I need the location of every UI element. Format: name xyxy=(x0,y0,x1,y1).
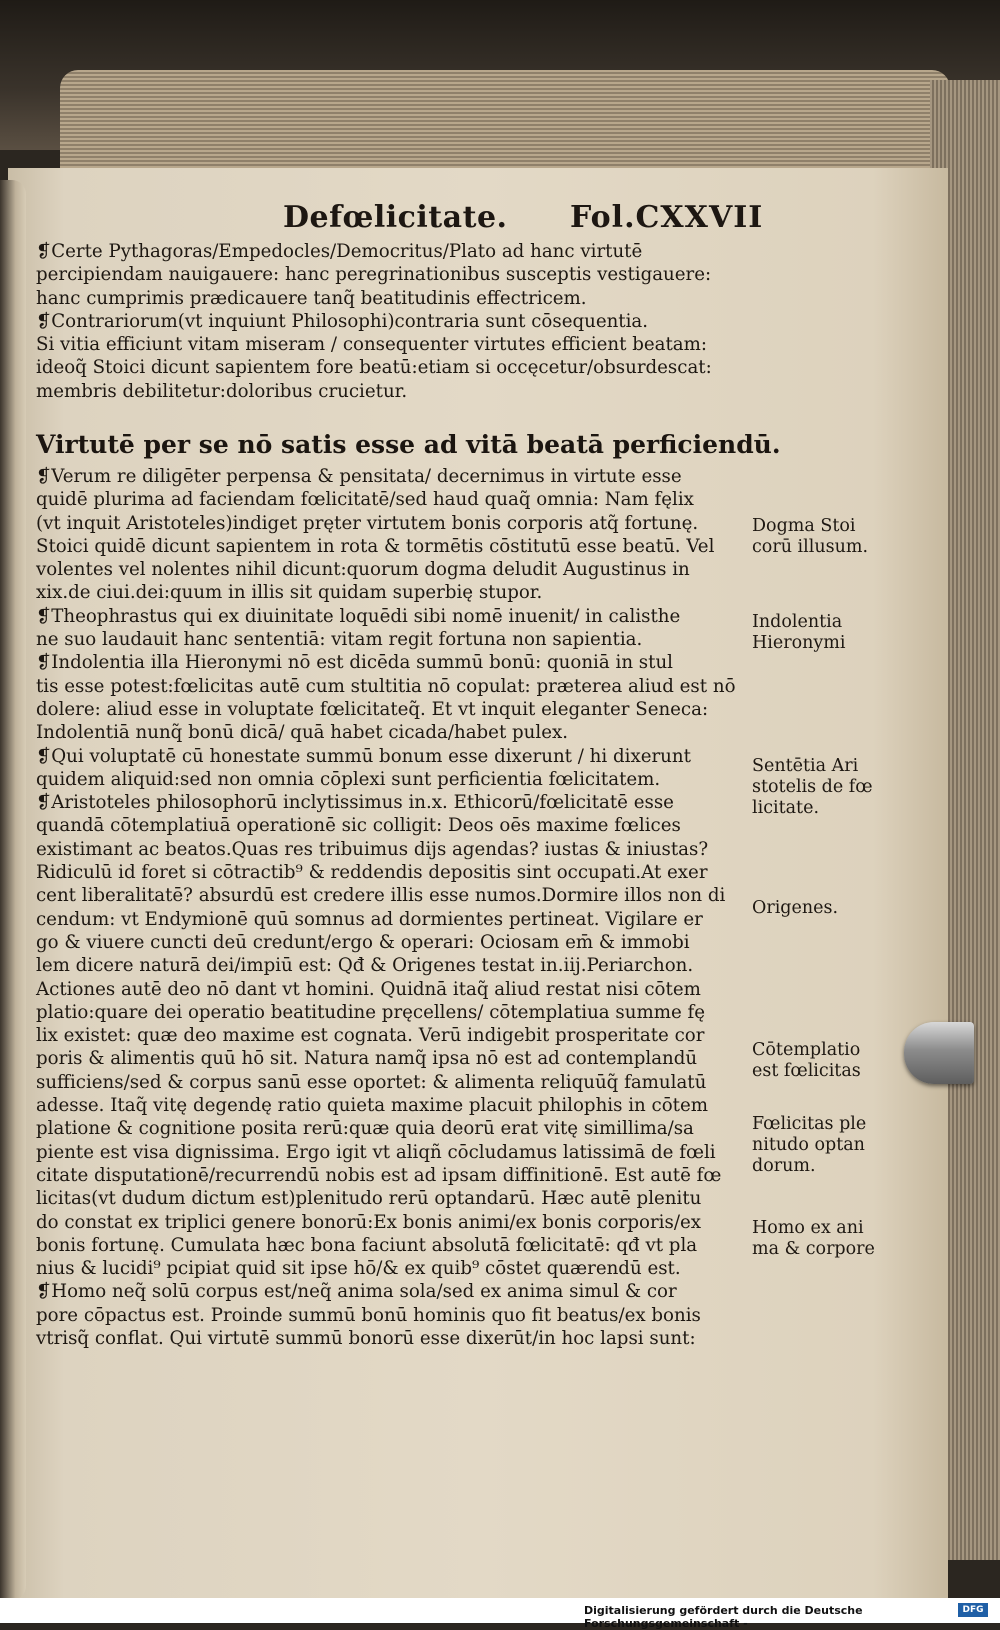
text-line: nius & lucidi⁹ pcipiat quid sit ipse hō/& ex quib⁹ cōstet quærendū est. xyxy=(36,1258,681,1280)
page-header xyxy=(0,200,1000,240)
text-line: licitas(vt dudum dictum est)plenitudo rerū optandarū. Hæc autē plenitu xyxy=(36,1188,702,1210)
text-line: lem dicere naturā dei/impiū est: Qđ & Origenes testat in.iij.Periarchon. xyxy=(36,955,694,977)
text-line: xix.de ciui.dei:quum in illis sit quidam superbię stupor. xyxy=(36,582,543,604)
marginal-note-line: Cōtemplatio xyxy=(752,1040,861,1060)
footer-bar xyxy=(0,1598,1000,1630)
marginal-note-line: licitate. xyxy=(752,798,820,818)
text-line: existimant ac beatos.Quas res tribuimus dijs agendas? iustas & iniustas? xyxy=(36,838,709,860)
marginal-note-line: dorum. xyxy=(752,1156,816,1176)
marginal-note-line: corū illusum. xyxy=(752,537,869,557)
marginal-note-line: ma & corpore xyxy=(752,1239,875,1259)
marginal-note-line: Hieronymi xyxy=(752,633,846,653)
text-line: ❡Verum re diligēter perpensa & pensitata/ decernimus in virtute esse xyxy=(36,466,682,487)
text-line: ❡Indolentia illa Hieronymi nō est dicēda summū bonū: quoniā in stul xyxy=(36,652,673,674)
dfg-logo: DFG xyxy=(958,1603,988,1617)
section-heading: Virtutē per se nō satis esse ad vitā beatā perficiendū. xyxy=(36,430,781,459)
text-line: cendum: vt Endymionē quū somnus ad dormientes pertineat. Vigilare er xyxy=(36,908,703,930)
text-line: ideoq̃ Stoici dicunt sapientem fore beatū:etiam si occęcetur/obsurdescat: xyxy=(36,357,712,379)
text-line: lix existet: quæ deo maxime est cognata. Verū indigebit prosperitate cor xyxy=(36,1025,705,1047)
marginal-note-line: Sentētia Ari xyxy=(752,756,859,776)
text-line: platione & cognitione posita rerū:quæ quia deorū erat vitę simillima/sa xyxy=(36,1118,694,1140)
text-line: Ridiculū id foret si cōtractib⁹ & reddendis depositis sint occupati.At exer xyxy=(36,862,708,884)
text-line: citate disputationē/recurrendū nobis est ad ipsam diffinitionē. Est autē fœ xyxy=(36,1164,722,1186)
text-line: dolere: aliud esse in voluptate fœlicitateq̃. Et vt inquit eleganter Seneca: xyxy=(36,698,709,720)
text-line: ❡Homo neq̃ solū corpus est/neq̃ anima sola/sed ex anima simul & cor xyxy=(36,1281,677,1303)
text-line: pore cōpactus est. Proinde summū bonū hominis quo fit beatus/ex bonis xyxy=(36,1304,701,1326)
text-line: percipiendam nauigauere: hanc peregrinationibus susceptis vestigauere: xyxy=(36,264,712,286)
body-text-top xyxy=(36,240,756,403)
marginal-note-line: Origenes. xyxy=(752,898,839,918)
page-clamp xyxy=(904,1022,974,1084)
text-line: (vt inquit Aristoteles)indiget pręter virtutem bonis corporis atq̃ fortunę. xyxy=(36,512,699,534)
marginal-note-line: Fœlicitas ple xyxy=(752,1114,867,1134)
text-line: go & viuere cuncti deū credunt/ergo & operari: Ociosam em̄ & immobi xyxy=(36,931,690,953)
body-text-main xyxy=(36,465,756,1350)
text-line: poris & alimentis quū hō sit. Natura namq̃ ipsa nō est ad contemplandū xyxy=(36,1048,698,1070)
marginal-note-line: Indolentia xyxy=(752,612,843,632)
text-line: do constat ex triplici genere bonorū:Ex bonis animi/ex bonis corporis/ex xyxy=(36,1211,701,1233)
marginal-note-line: Homo ex ani xyxy=(752,1218,864,1238)
page-block-top-edge xyxy=(60,70,950,180)
marginal-note-line: stotelis de fœ xyxy=(752,777,873,797)
text-line: sufficiens/sed & corpus sanū esse oportet: & alimenta reliquūq̃ famulatū xyxy=(36,1071,707,1093)
text-line: hanc cumprimis prædicauere tanq̃ beatitudinis effectricem. xyxy=(36,287,587,309)
text-line: ❡Qui voluptatē cū honestate summū bonum esse dixerunt / hi dixerunt xyxy=(36,745,691,767)
text-line: quidem aliquid:sed non omnia cōplexi sunt perficientia fœlicitatem. xyxy=(36,768,661,790)
marginal-note-homo xyxy=(752,1218,892,1260)
text-line: Stoici quidē dicunt sapientem in rota & tormētis cōstitutū esse beatū. Vel xyxy=(36,535,715,557)
text-line: vtrisq̃ conflat. Qui virtutē summū bonorū esse dixerūt/in hoc lapsi sunt: xyxy=(36,1327,696,1349)
marginal-note-stoics xyxy=(752,516,892,558)
folio-number: Fol.CXXVII xyxy=(570,200,764,235)
text-line: ❡Theophrastus qui ex diuinitate loquēdi sibi nomē inuenit/ in calisthe xyxy=(36,605,681,627)
text-line: tis esse potest:fœlicitas autē cum stultitia nō copulat: præterea aliud est nō xyxy=(36,675,736,697)
marginal-note-line: nitudo optan xyxy=(752,1135,865,1155)
text-line: quandā cōtemplatiuā operationē sic colligit: Deos oēs maxime fœlices xyxy=(36,815,681,837)
text-line: platio:quare dei operatio beatitudine pręcellens/ cōtemplatiua summe fę xyxy=(36,1001,706,1023)
marginal-note-foelicitas xyxy=(752,1114,892,1177)
marginal-note-contemplatio xyxy=(752,1040,892,1082)
text-line: ❡Certe Pythagoras/Empedocles/Democritus/Plato ad hanc virtutē xyxy=(36,241,643,262)
text-line: Indolentiā nunq̃ bonū dicā/ quā habet cicada/habet pulex. xyxy=(36,722,569,744)
marginal-note-aristotle xyxy=(752,756,892,819)
marginal-note-hieronymus xyxy=(752,612,892,654)
facing-page-edge xyxy=(0,180,26,1600)
marginal-note-origenes xyxy=(752,898,892,919)
funding-credit: Digitalisierung gefördert durch die Deutsche Forschungsgemeinschaft - xyxy=(584,1604,863,1630)
marginal-note-line: est fœlicitas xyxy=(752,1061,861,1081)
text-line: adesse. Itaq̃ vitę degendę ratio quieta maxime placuit philophis in cōtem xyxy=(36,1095,708,1117)
text-line: ❡Contrariorum(vt inquiunt Philosophi)contraria sunt cōsequentia. xyxy=(36,310,649,332)
text-line: cent liberalitatē? absurdū est credere illis esse numos.Dormire illos non di xyxy=(36,885,726,907)
text-line: ne suo laudauit hanc sententiā: vitam regit fortuna non sapientia. xyxy=(36,629,643,651)
text-line: piente est visa dignissima. Ergo igit vt aliqñ cōcludamus latissimā de fœli xyxy=(36,1141,716,1163)
text-line: volentes vel nolentes nihil dicunt:quorum dogma deludit Augustinus in xyxy=(36,559,690,581)
text-line: Actiones autē deo nō dant vt homini. Quidnā itaq̃ aliud restat nisi cōtem xyxy=(36,978,701,1000)
text-line: bonis fortunę. Cumulata hæc bona faciunt absolutā fœlicitatē: qđ vt pla xyxy=(36,1234,698,1256)
running-title: Defœlicitate. xyxy=(283,200,508,235)
text-line: membris debilitetur:doloribus crucietur. xyxy=(36,380,408,402)
text-line: quidē plurima ad faciendam fœlicitatē/sed haud quaq̃ omnia: Nam fęlix xyxy=(36,489,694,511)
text-line: Si vitia efficiunt vitam miseram / consequenter virtutes efficient beatam: xyxy=(36,334,707,356)
text-line: ❡Aristoteles philosophorū inclytissimus in.x. Ethicorū/fœlicitatē esse xyxy=(36,792,674,814)
marginal-note-line: Dogma Stoi xyxy=(752,516,856,536)
